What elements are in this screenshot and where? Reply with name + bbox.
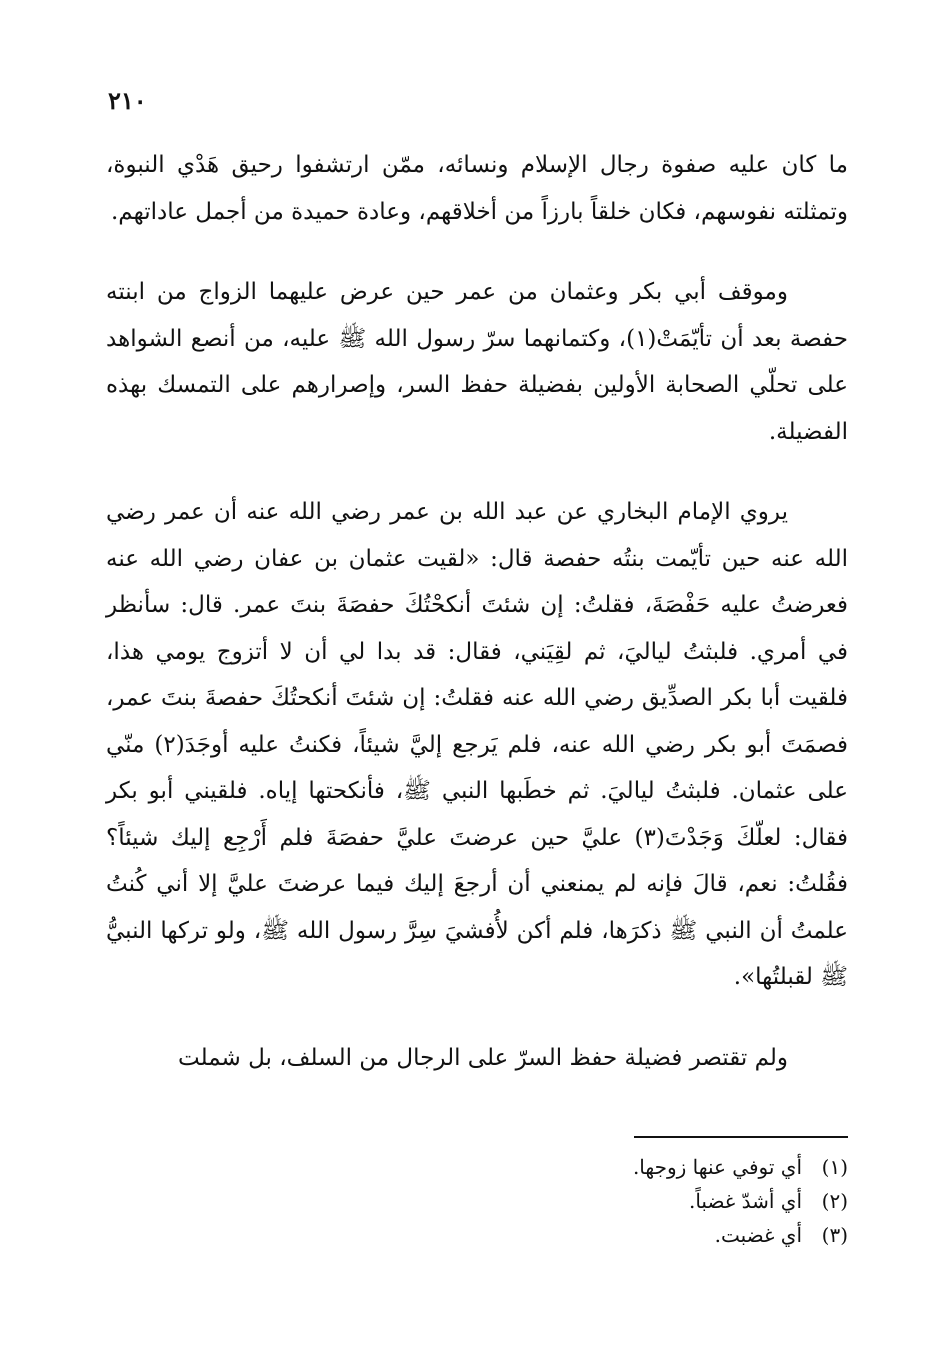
footnote-number: (١) xyxy=(821,1155,848,1179)
footnote-item xyxy=(428,1184,848,1218)
paragraph-bukhari-narration: يروي الإمام البخاري عن عبد الله بن عمر رضي الله عنه أن عمر رضي الله عنه حين تأيّمت بنتُه حفصة قال: «لقيت عثمان بن عفان رضي الله عنه فعرضتُ عليه حَفْصَةَ، فقلتُ: إن شئتَ أنكحْتُكَ حفصَةَ بنتَ عمر. قال: سأنظر في أمري. فلبثتُ لياليَ، ثم لقِيَني، فقال: قد بدا لي أن لا أتزوج يومي هذا، فلقيت أبا بكر الصدِّيق رضي الله عنه فقلتُ: إن شئتَ أنكحتُكَ حفصةَ بنتَ عمر، فصمَتَ أبو بكر رضي الله عنه، فلم يَرجع إليَّ شيئاً، فكنتُ عليه أوجَدَ(٢) منّي على عثمان. فلبثتُ لياليَ. ثم خطَبها النبي ﷺ، فأنكحتها إياه. فلقيني أبو بكر فقال: لعلّكَ وَجَدْتَ(٣) عليَّ حين عرضتَ عليَّ حفصَةَ فلم أَرْجِع إليك شيئاً؟ فقُلتُ: نعم، قالَ فإنه لم يمنعني أن أرجعَ إليك فيما عرضتَ عليَّ إلا أني كُنتُ علمتُ أن النبي ﷺ ذكرَها، فلم أكن لأُفشيَ سِرَّ رسول الله ﷺ، ولو تركها النبيُّ ﷺ لقبلتُها». xyxy=(106,499,848,990)
footnote-number: (٢) xyxy=(821,1189,848,1213)
footnote-divider xyxy=(634,1136,848,1138)
paragraph-abu-bakr-uthman: وموقف أبي بكر وعثمان من عمر حين عرض عليهما الزواج من ابنته حفصة بعد أن تأيّمَتْ(١)، وكتمانهما سرّ رسول الله ﷺ عليه، من أنصع الشواهد على تحلّي الصحابة الأولين بفضيلة حفظ السر، وإصرارهم على التمسك بهذه الفضيلة. xyxy=(106,279,848,445)
paragraph-closing: ولم تقتصر فضيلة حفظ السرّ على الرجال من السلف، بل شملت xyxy=(178,1044,788,1071)
footnote-item xyxy=(428,1150,848,1184)
footnotes xyxy=(428,1150,848,1252)
footnote-text: أي غضبت. xyxy=(714,1223,802,1247)
main-text xyxy=(106,142,848,1115)
page-number: ٢١٠ xyxy=(108,86,147,115)
paragraph-continuation: ما كان عليه صفوة رجال الإسلام ونسائه، ممّن ارتشفوا رحيق هَدْي النبوة، وتمثلته نفوسهم، فكان خلقاً بارزاً من أخلاقهم، وعادة حميدة من أجمل عاداتهم. xyxy=(106,152,848,225)
footnote-text: أي أشدّ غضباً. xyxy=(688,1189,802,1213)
footnote-item xyxy=(428,1218,848,1252)
footnote-number: (٣) xyxy=(821,1223,848,1247)
footnote-text: أي توفي عنها زوجها. xyxy=(632,1155,802,1179)
